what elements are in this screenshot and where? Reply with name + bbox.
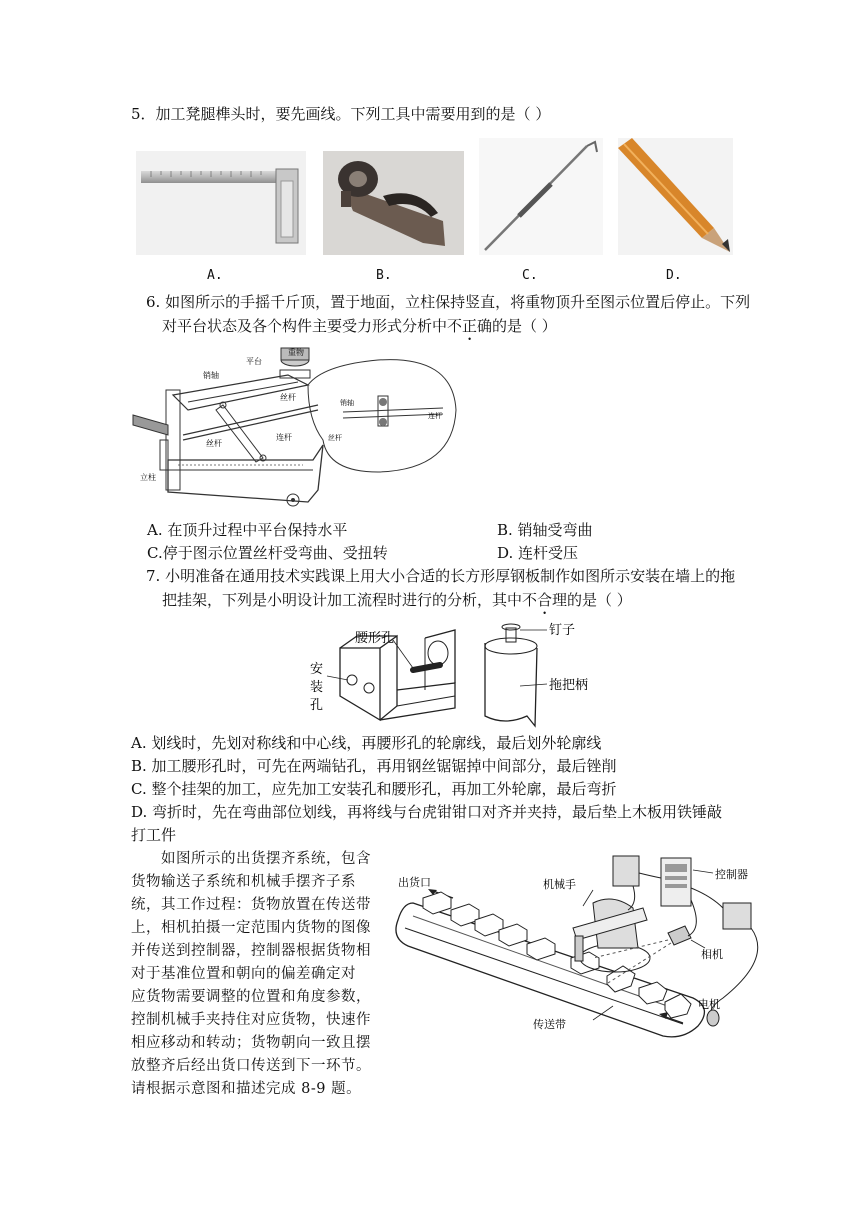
q89-line: 放整齐后经出货口传送到下一环节。	[131, 1058, 371, 1074]
label-camera: 相机	[701, 948, 723, 961]
q5-stem: 5．加工凳腿榫头时，要先画线。下列工具中需要用到的是（ ）	[131, 105, 551, 123]
pencil-photo	[618, 138, 733, 255]
q6-option-a[interactable]: A. 在顶升过程中平台保持水平	[147, 521, 348, 539]
q89-line: 并传送到控制器，控制器根据货物相	[131, 943, 371, 959]
label-screw: 丝杆	[280, 393, 296, 402]
q5-option-d[interactable]: D.	[666, 268, 682, 283]
hanger-figure	[305, 618, 605, 730]
label-pin: 销轴	[203, 371, 219, 380]
marking-tool-photo	[323, 151, 464, 255]
label-mount-hole-3: 孔	[310, 698, 324, 713]
label-nail: 钉子	[549, 623, 576, 638]
label-outlet: 出货口	[398, 876, 431, 889]
jack-figure	[128, 340, 458, 512]
q6-stem-line1: 6. 如图所示的手摇千斤顶，置于地面，立柱保持竖直，将重物顶升至图示位置后停止。下列	[146, 293, 751, 311]
q6-option-c[interactable]: C.停于图示位置丝杆受弯曲、受扭转	[147, 544, 388, 562]
label-screw-detail: 丝杆	[328, 434, 342, 442]
label-belt: 传送带	[533, 1018, 566, 1031]
q6-option-d[interactable]: D. 连杆受压	[497, 544, 579, 562]
label-mount-hole-1: 安	[310, 662, 324, 677]
q7-option-a[interactable]: A. 划线时，先划对称线和中心线，再腰形孔的轮廓线，最后划外轮廓线	[131, 734, 602, 752]
q7-stem-line1: 7. 小明准备在通用技术实践课上用大小合适的长方形厚钢板制作如图所示安装在墙上的拖	[146, 567, 736, 585]
q5-option-b[interactable]: B.	[376, 268, 392, 283]
label-column: 立柱	[140, 473, 156, 482]
q6-emphasis: 不正确	[447, 317, 493, 335]
q6-stem-line2: 对平台状态及各个构件主要受力形式分析中不正确的是（ ）	[162, 317, 557, 335]
q7-option-b[interactable]: B. 加工腰形孔时，可先在两端钻孔，再用钢丝锯锯掉中间部分，最后锉削	[131, 757, 617, 775]
label-screw-lower: 丝杆	[206, 439, 222, 448]
q89-line: 请根据示意图和描述完成 8-9 题。	[131, 1081, 362, 1097]
q89-line: 上，相机拍摄一定范围内货物的图像	[131, 920, 371, 936]
label-platform: 平台	[246, 357, 262, 366]
label-waist-hole: 腰形孔	[355, 631, 395, 646]
q5-option-a[interactable]: A.	[207, 268, 223, 283]
q5-option-c[interactable]: C.	[522, 268, 538, 283]
label-link-detail: 连杆	[428, 412, 442, 420]
label-controller: 控制器	[715, 868, 748, 881]
steel-square-photo	[136, 151, 306, 255]
q7-option-c[interactable]: C. 整个挂架的加工，应先加工安装孔和腰形孔，再加工外轮廓，最后弯折	[131, 780, 617, 798]
q89-line: 应货物需要调整的位置和角度参数，	[131, 989, 371, 1005]
q6-option-b[interactable]: B. 销轴受弯曲	[497, 521, 593, 539]
label-robot: 机械手	[543, 878, 576, 891]
q7-stem-line2: 把挂架，下列是小明设计加工流程时进行的分析，其中不合理的是（ ）	[162, 591, 632, 609]
q89-description	[131, 848, 381, 1101]
label-handle: 拖把柄	[549, 678, 589, 693]
q89-line: 控制机械手夹持住对应货物，快速作	[131, 1012, 371, 1028]
label-weight: 重物	[288, 348, 304, 357]
label-pin-detail: 销轴	[340, 399, 354, 407]
scriber-photo	[479, 138, 603, 255]
conveyor-figure	[393, 848, 773, 1063]
label-mount-hole-2: 装	[310, 680, 324, 695]
q7-emphasis: 不合理	[522, 591, 568, 609]
q89-line: 如图所示的出货摆齐系统，包含	[161, 851, 371, 867]
label-motor: 电机	[698, 998, 720, 1011]
label-link: 连杆	[276, 433, 292, 442]
q89-line: 货物输送子系统和机械手摆齐子系	[131, 874, 356, 890]
q89-line: 统，其工作过程：货物放置在传送带	[131, 897, 371, 913]
q7-option-d-line2: 打工件	[131, 826, 177, 844]
q7-option-d-line1[interactable]: D. 弯折时，先在弯曲部位划线，再将线与台虎钳钳口对齐并夹持，最后垫上木板用铁锤敲	[131, 803, 723, 821]
q89-line: 对于基准位置和朝向的偏差确定对	[131, 966, 356, 982]
q89-line: 相应移动和转动；货物朝向一致且摆	[131, 1035, 371, 1051]
